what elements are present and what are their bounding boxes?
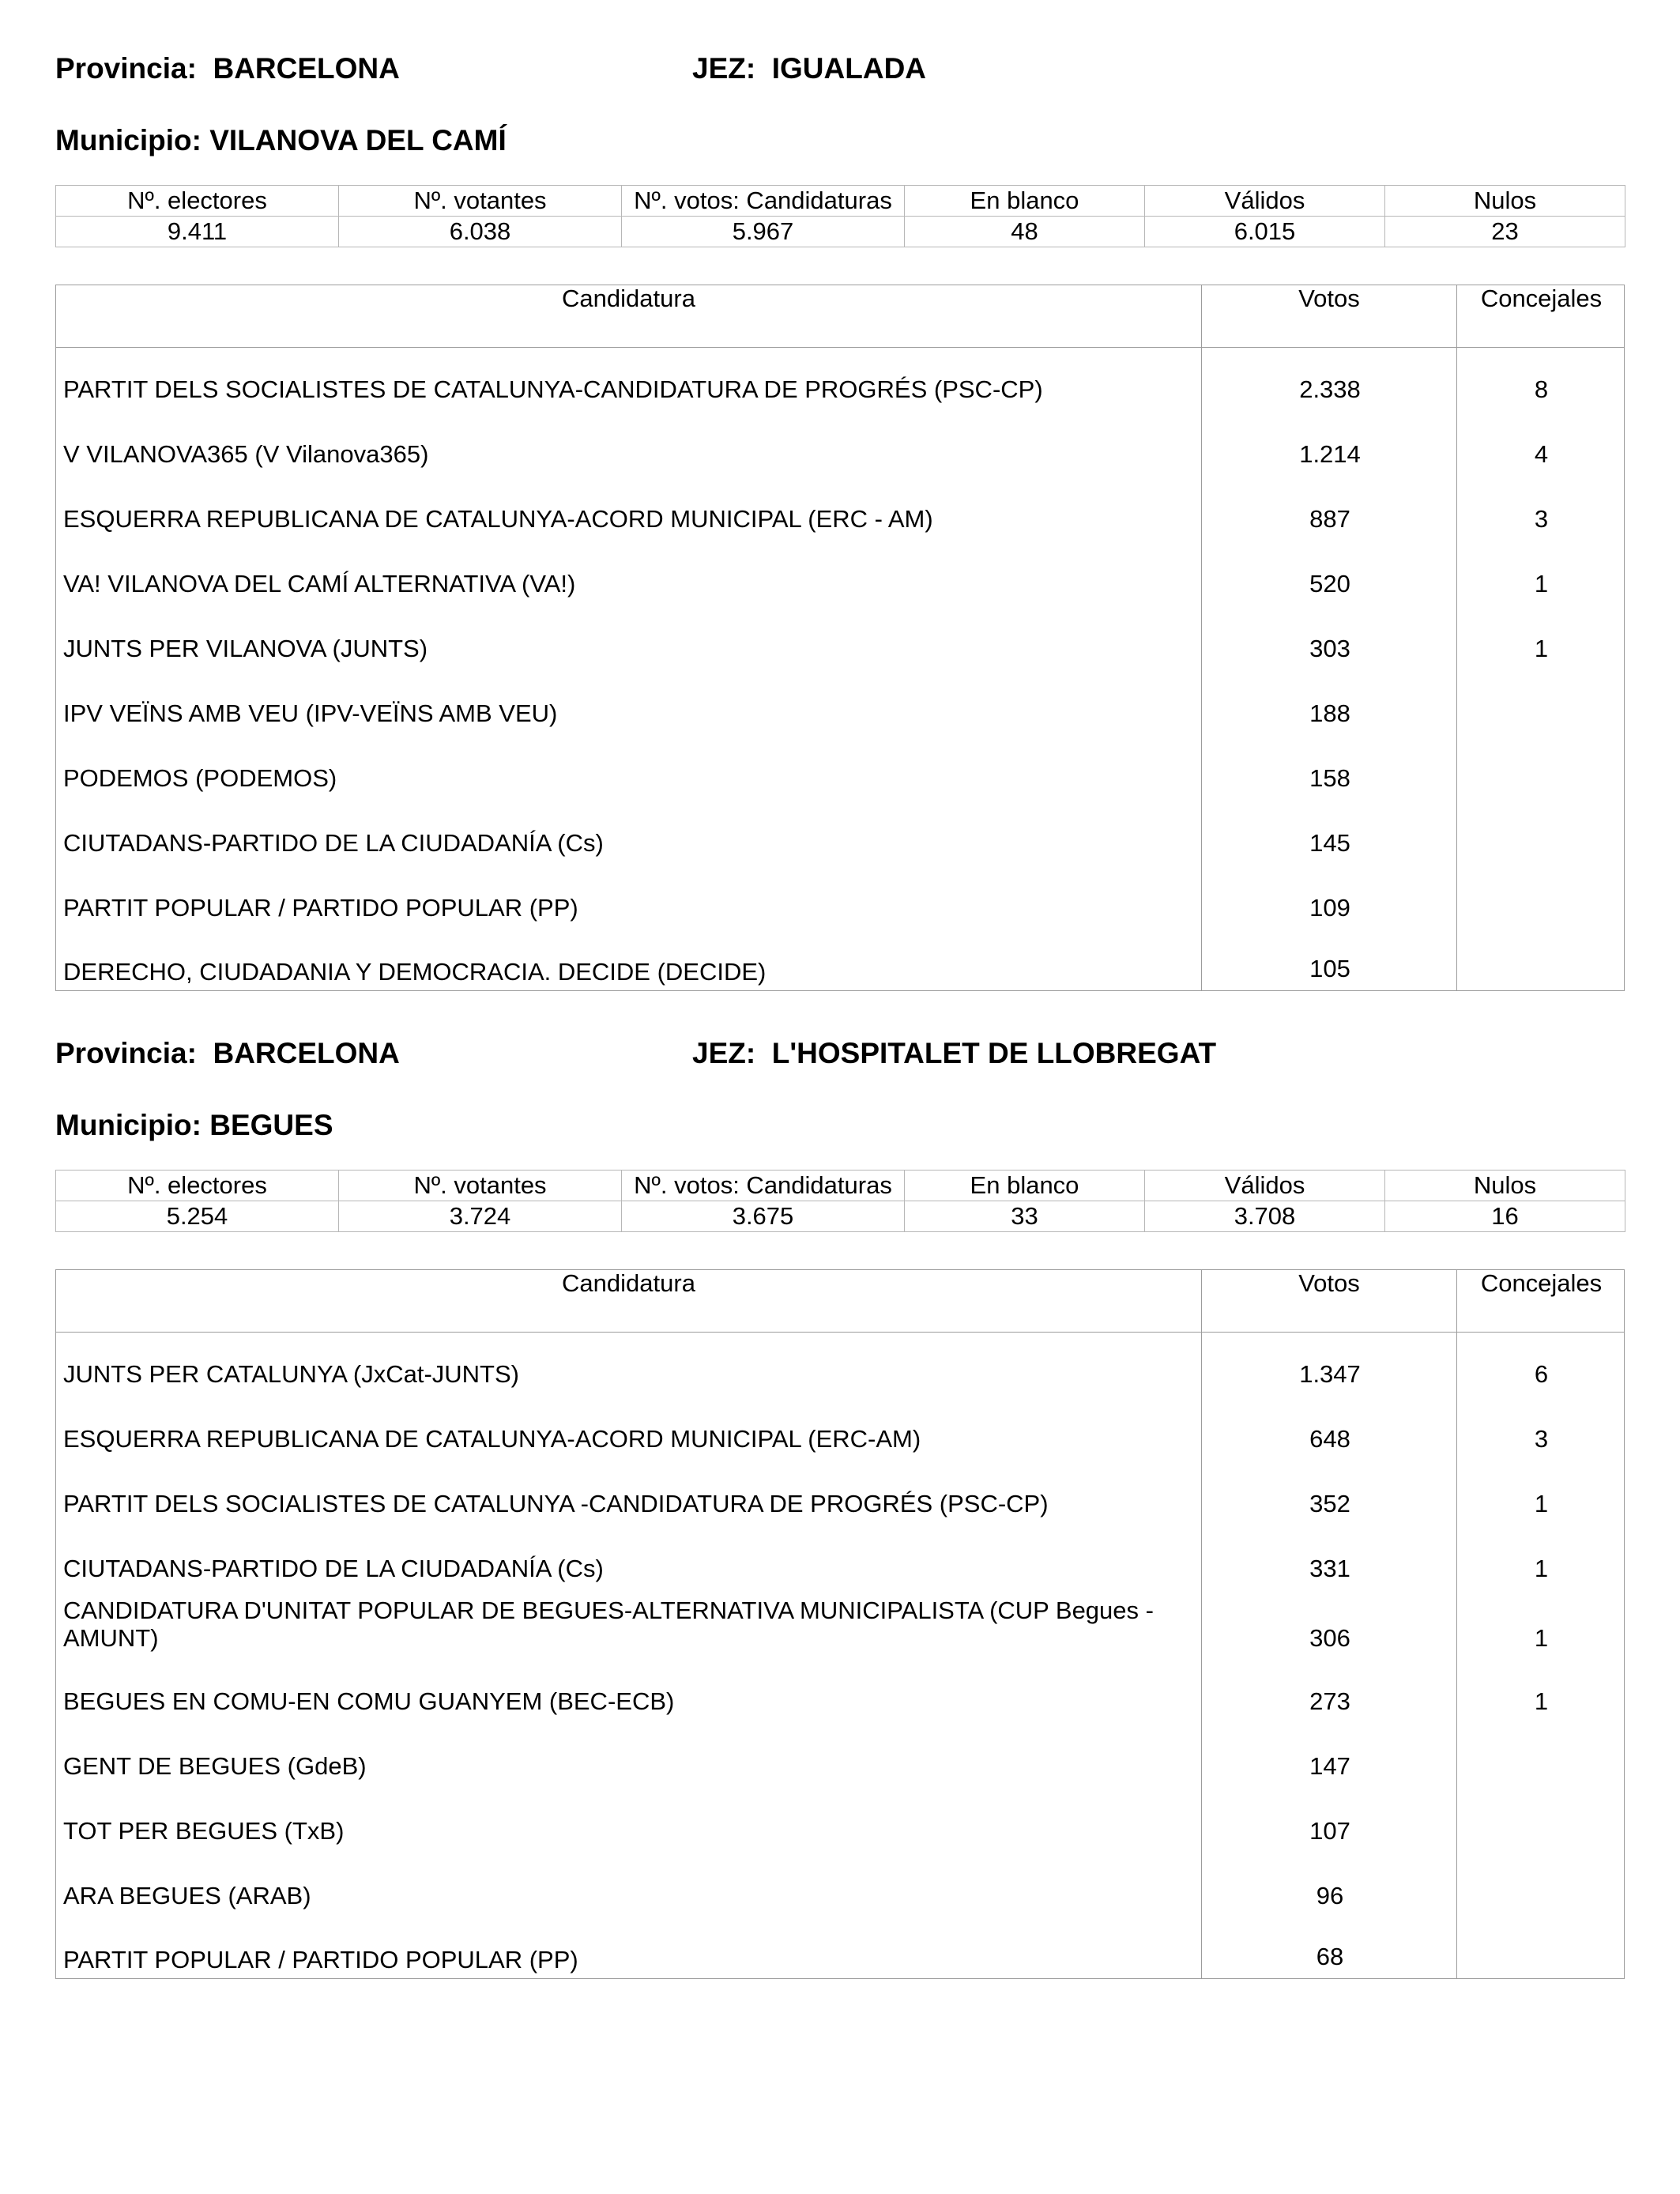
table-row xyxy=(56,413,1624,477)
candidatura-name: IPV VEÏNS AMB VEU (IPV-VEÏNS AMB VEU) xyxy=(63,699,558,727)
summary-value-row xyxy=(56,1201,1625,1232)
concejales-value: 1 xyxy=(1534,570,1549,598)
results-header-candidatura: Candidatura xyxy=(562,285,695,312)
jez-value: IGUALADA xyxy=(771,52,927,85)
jez-label: JEZ: xyxy=(692,52,756,85)
provincia-line xyxy=(55,1037,1217,1069)
votos-value: 105 xyxy=(1309,955,1350,982)
results-header-row xyxy=(56,285,1624,348)
results-header-row xyxy=(56,1270,1624,1333)
concejales-value: 1 xyxy=(1534,1490,1549,1517)
summary-header-votos-candidaturas: Nº. votos: Candidaturas xyxy=(622,1171,905,1201)
votos-value: 331 xyxy=(1309,1555,1350,1582)
summary-header-electores: Nº. electores xyxy=(56,1171,339,1201)
municipio-value: BEGUES xyxy=(209,1109,333,1141)
summary-header-nulos: Nulos xyxy=(1385,186,1625,217)
candidatura-name: PARTIT POPULAR / PARTIDO POPULAR (PP) xyxy=(63,1946,578,1973)
jez-label: JEZ: xyxy=(692,1037,756,1069)
votos-value: 306 xyxy=(1309,1624,1350,1652)
results-body xyxy=(56,1333,1624,1978)
summary-value-en-blanco: 48 xyxy=(905,217,1145,247)
votos-value: 887 xyxy=(1309,505,1350,533)
summary-value-votantes: 3.724 xyxy=(339,1201,622,1232)
summary-header-electores: Nº. electores xyxy=(56,186,339,217)
table-row xyxy=(56,348,1624,413)
candidatura-name: CIUTADANS-PARTIDO DE LA CIUDADANÍA (Cs) xyxy=(63,1555,604,1582)
votos-value: 273 xyxy=(1309,1687,1350,1715)
candidatura-name: ARA BEGUES (ARAB) xyxy=(63,1882,311,1909)
concejales-value: 1 xyxy=(1534,1624,1549,1652)
results-table xyxy=(55,1269,1625,1979)
votos-value: 303 xyxy=(1309,635,1350,662)
candidatura-name: PARTIT DELS SOCIALISTES DE CATALUNYA-CANDIDATURA DE PROGRÉS (PSC-CP) xyxy=(63,375,1043,403)
table-row xyxy=(56,672,1624,737)
votos-value: 352 xyxy=(1309,1490,1350,1517)
candidatura-name: CIUTADANS-PARTIDO DE LA CIUDADANÍA (Cs) xyxy=(63,829,604,857)
provincia-label: Provincia: xyxy=(55,1037,197,1069)
votos-value: 1.347 xyxy=(1299,1360,1361,1388)
summary-value-row xyxy=(56,217,1625,247)
candidatura-name: DERECHO, CIUDADANIA Y DEMOCRACIA. DECIDE (DECIDE) xyxy=(63,958,767,986)
provincia-value: BARCELONA xyxy=(213,1037,400,1069)
table-row xyxy=(56,1592,1624,1660)
summary-value-votantes: 6.038 xyxy=(339,217,622,247)
provincia-label: Provincia: xyxy=(55,52,197,85)
candidatura-name: JUNTS PER VILANOVA (JUNTS) xyxy=(63,635,428,662)
concejales-value: 8 xyxy=(1534,375,1549,403)
table-row xyxy=(56,607,1624,672)
votos-value: 145 xyxy=(1309,829,1350,857)
concejales-value: 4 xyxy=(1534,440,1549,468)
summary-header-row xyxy=(56,186,1625,217)
summary-header-row xyxy=(56,1171,1625,1201)
votos-value: 2.338 xyxy=(1299,375,1361,403)
results-header-candidatura: Candidatura xyxy=(562,1269,695,1297)
results-table xyxy=(55,285,1625,991)
concejales-value: 6 xyxy=(1534,1360,1549,1388)
provincia-value: BARCELONA xyxy=(213,52,400,85)
summary-value-validos: 6.015 xyxy=(1145,217,1385,247)
summary-value-nulos: 16 xyxy=(1385,1201,1625,1232)
candidatura-name: TOT PER BEGUES (TxB) xyxy=(63,1817,345,1845)
jez-line xyxy=(692,1039,1216,1068)
concejales-value: 3 xyxy=(1534,1425,1549,1453)
table-row xyxy=(56,1462,1624,1527)
table-row xyxy=(56,1333,1624,1397)
candidatura-name: VA! VILANOVA DEL CAMÍ ALTERNATIVA (VA!) xyxy=(63,570,576,598)
table-row xyxy=(56,1397,1624,1462)
table-row xyxy=(56,1660,1624,1725)
votos-value: 68 xyxy=(1316,1943,1344,1970)
votos-value: 109 xyxy=(1309,894,1350,922)
candidatura-name: PODEMOS (PODEMOS) xyxy=(63,764,337,792)
candidatura-name: GENT DE BEGUES (GdeB) xyxy=(63,1752,367,1780)
votos-value: 147 xyxy=(1309,1752,1350,1780)
summary-header-nulos: Nulos xyxy=(1385,1171,1625,1201)
summary-value-electores: 9.411 xyxy=(56,217,339,247)
table-row xyxy=(56,801,1624,866)
results-header-concejales: Concejales xyxy=(1480,285,1603,312)
municipio-label: Municipio: xyxy=(55,124,202,156)
summary-table xyxy=(55,1170,1625,1232)
table-row xyxy=(56,866,1624,931)
table-row xyxy=(56,1789,1624,1854)
municipio-line xyxy=(55,1110,333,1140)
summary-value-electores: 5.254 xyxy=(56,1201,339,1232)
votos-value: 520 xyxy=(1309,570,1350,598)
votos-value: 648 xyxy=(1309,1425,1350,1453)
candidatura-name: JUNTS PER CATALUNYA (JxCat-JUNTS) xyxy=(63,1360,519,1388)
votos-value: 158 xyxy=(1309,764,1350,792)
municipio-value: VILANOVA DEL CAMÍ xyxy=(209,124,507,156)
concejales-value: 1 xyxy=(1534,1555,1549,1582)
summary-value-votos-candidaturas: 5.967 xyxy=(622,217,905,247)
summary-value-validos: 3.708 xyxy=(1145,1201,1385,1232)
provincia-line xyxy=(55,52,927,85)
results-header-votos: Votos xyxy=(1298,285,1360,312)
votos-value: 188 xyxy=(1309,699,1350,727)
table-row xyxy=(56,1527,1624,1592)
summary-value-nulos: 23 xyxy=(1385,217,1625,247)
candidatura-name: PARTIT POPULAR / PARTIDO POPULAR (PP) xyxy=(63,894,578,922)
summary-value-en-blanco: 33 xyxy=(905,1201,1145,1232)
results-header-votos: Votos xyxy=(1298,1269,1360,1297)
summary-header-votos-candidaturas: Nº. votos: Candidaturas xyxy=(622,186,905,217)
concejales-value: 1 xyxy=(1534,635,1549,662)
candidatura-name: ESQUERRA REPUBLICANA DE CATALUNYA-ACORD MUNICIPAL (ERC - AM) xyxy=(63,505,933,533)
results-header-concejales: Concejales xyxy=(1480,1269,1603,1297)
municipio-line xyxy=(55,126,507,155)
votos-value: 107 xyxy=(1309,1817,1350,1845)
table-row xyxy=(56,1854,1624,1919)
votos-value: 96 xyxy=(1316,1882,1344,1909)
summary-header-votantes: Nº. votantes xyxy=(339,1171,622,1201)
summary-value-votos-candidaturas: 3.675 xyxy=(622,1201,905,1232)
jez-line xyxy=(692,54,926,83)
candidatura-name: CANDIDATURA D'UNITAT POPULAR DE BEGUES-ALTERNATIVA MUNICIPALISTA (CUP Begues - AMUNT) xyxy=(63,1596,1154,1652)
table-row xyxy=(56,1725,1624,1789)
jez-value: L'HOSPITALET DE LLOBREGAT xyxy=(771,1037,1217,1069)
candidatura-name: BEGUES EN COMU-EN COMU GUANYEM (BEC-ECB) xyxy=(63,1687,675,1715)
table-row xyxy=(56,1919,1624,1978)
results-body xyxy=(56,348,1624,990)
table-row xyxy=(56,477,1624,542)
table-row xyxy=(56,737,1624,801)
municipio-label: Municipio: xyxy=(55,1109,202,1141)
concejales-value: 1 xyxy=(1534,1687,1549,1715)
summary-header-validos: Válidos xyxy=(1145,186,1385,217)
summary-header-votantes: Nº. votantes xyxy=(339,186,622,217)
summary-header-validos: Válidos xyxy=(1145,1171,1385,1201)
summary-table xyxy=(55,185,1625,247)
summary-header-en-blanco: En blanco xyxy=(905,1171,1145,1201)
table-row xyxy=(56,931,1624,990)
votos-value: 1.214 xyxy=(1299,440,1361,468)
table-row xyxy=(56,542,1624,607)
candidatura-name: ESQUERRA REPUBLICANA DE CATALUNYA-ACORD MUNICIPAL (ERC-AM) xyxy=(63,1425,921,1453)
candidatura-name: PARTIT DELS SOCIALISTES DE CATALUNYA -CANDIDATURA DE PROGRÉS (PSC-CP) xyxy=(63,1490,1049,1517)
summary-header-en-blanco: En blanco xyxy=(905,186,1145,217)
concejales-value: 3 xyxy=(1534,505,1549,533)
candidatura-name: V VILANOVA365 (V Vilanova365) xyxy=(63,440,429,468)
